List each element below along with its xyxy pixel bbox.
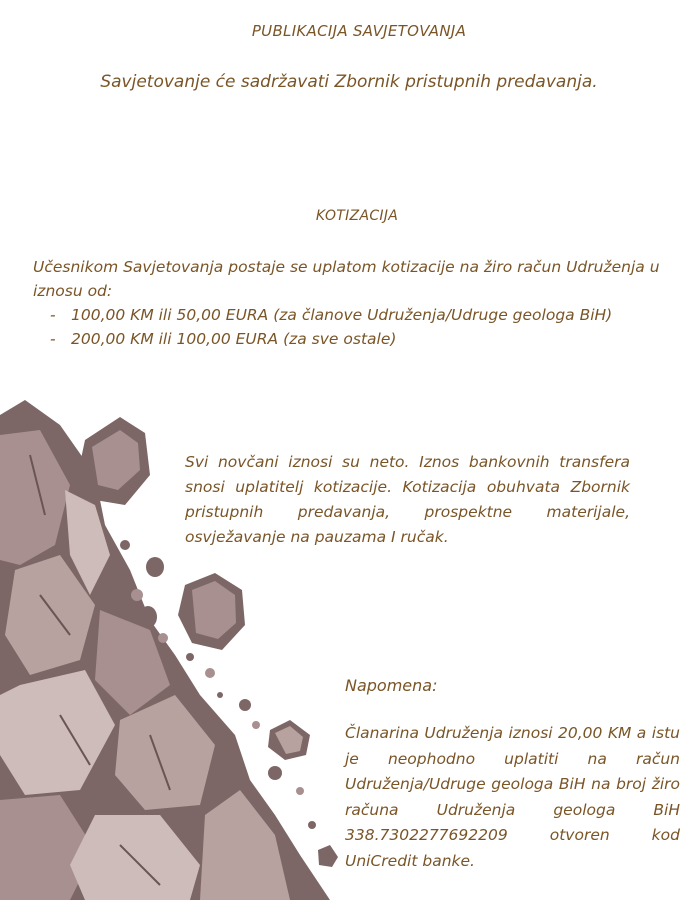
fee-item-others: 200,00 KM ili 100,00 EURA (za sve ostale)	[71, 330, 397, 348]
registration-fee-heading: KOTIZACIJA	[315, 208, 399, 224]
registration-fee-intro: Učesnikom Savjetovanja postaje se uplatom kotizacije na žiro račun Udruženja u iznosu od:	[33, 258, 660, 300]
note-heading: Napomena:	[345, 676, 438, 695]
list-bullet: -	[50, 306, 56, 324]
publication-text: Savjetovanje će sadržavati Zbornik pristupnih predavanja.	[100, 72, 598, 92]
publication-heading: PUBLIKACIJA SAVJETOVANJA	[251, 22, 467, 40]
fee-item-members: 100,00 KM ili 50,00 EURA (za članove Udruženja/Udruge geologa BiH)	[71, 306, 613, 324]
fee-list	[50, 303, 670, 351]
fee-list-item	[50, 327, 670, 351]
list-bullet: -	[50, 330, 56, 348]
note-paragraph: Članarina Udruženja iznosi 20,00 KM a istu je neophodno uplatiti na račun Udruženja/Udruge geologa BiH na broj žiro računa Udruženja geologa BiH 338.7302277692209 otvoren kod UniCredit banke.	[345, 724, 680, 870]
net-amounts-paragraph: Svi novčani iznosi su neto. Iznos bankovnih transfera snosi uplatitelj kotizacije. Kotizacija obuhvata Zbornik pristupnih predavanja, prospektne materijale, osvježavanje na pauzama I ručak.	[185, 453, 630, 546]
fee-list-item	[50, 303, 670, 327]
